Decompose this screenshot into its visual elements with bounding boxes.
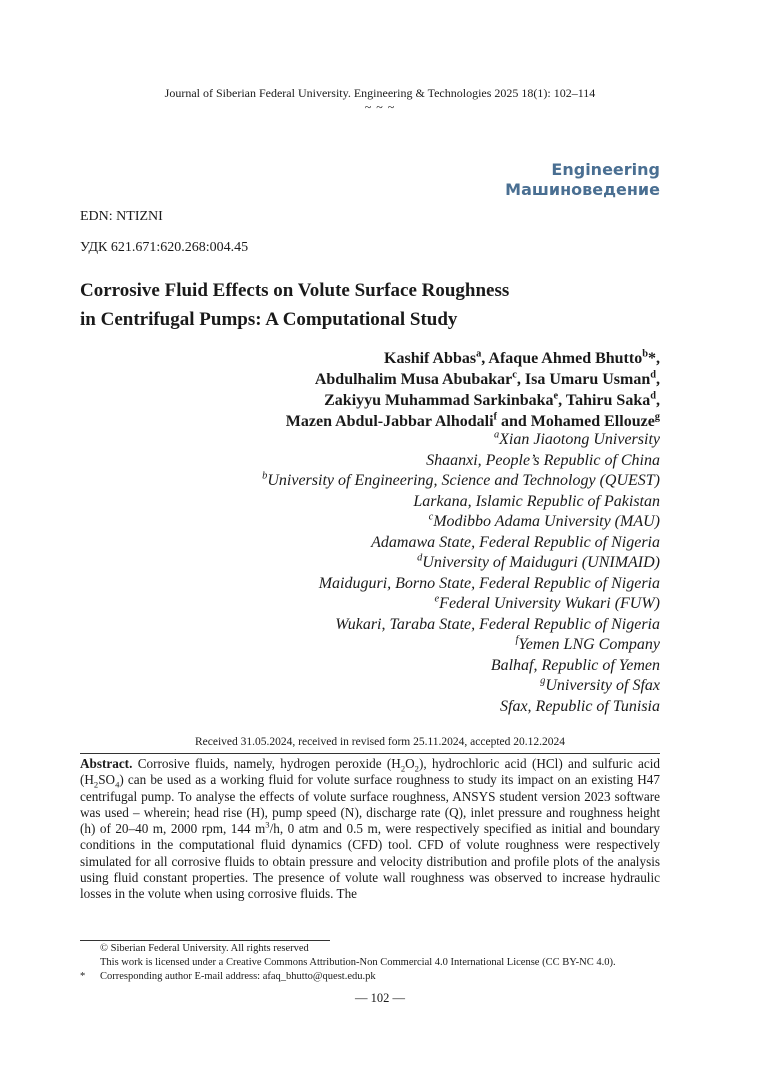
author-line bbox=[286, 369, 660, 390]
affiliation-location: Maiduguri, Borno State, Federal Republic of Nigeria bbox=[318, 574, 660, 592]
copyright-text: © Siberian Federal University. All rights reserved bbox=[100, 943, 309, 954]
section-label-ru: Машиноведение bbox=[505, 180, 660, 199]
author-name: Zakiyyu Muhammad Sarkinbaka bbox=[324, 392, 554, 409]
author-name: Mazen Abdul-Jabbar Alhodali bbox=[285, 413, 494, 430]
edn-code: EDN: NTIZNI bbox=[80, 209, 163, 224]
author-affiliation-mark: e bbox=[553, 390, 559, 402]
affiliation-org-text: Federal University Wukari (FUW) bbox=[439, 595, 660, 612]
title-line-2: in Centrifugal Pumps: A Computational Study bbox=[80, 309, 458, 330]
affiliation-location: Sfax, Republic of Tunisia bbox=[500, 697, 660, 715]
abstract-superscript: 3 bbox=[265, 819, 270, 830]
abstract-subscript: 2 bbox=[414, 763, 419, 774]
affiliation-org-text: Modibbo Adama University (MAU) bbox=[433, 513, 660, 530]
affiliation-org-text: Yemen LNG Company bbox=[518, 636, 660, 653]
footnote-divider bbox=[80, 940, 330, 941]
affiliation-location: Shaanxi, People’s Republic of China bbox=[426, 451, 660, 469]
header-ornament: ~ ~ ~ bbox=[364, 100, 396, 114]
author-name: Isa Umaru Usman bbox=[524, 371, 651, 388]
affiliation-org-text: University of Sfax bbox=[545, 677, 660, 694]
affiliation-mark: f bbox=[515, 634, 519, 646]
author-line bbox=[286, 390, 660, 411]
author-line bbox=[286, 411, 660, 432]
author-separator: , bbox=[516, 371, 525, 388]
affiliation-org bbox=[262, 676, 660, 697]
author-name: Tahiru Saka bbox=[565, 392, 651, 409]
author-name: Afaque Ahmed Bhutto bbox=[488, 350, 643, 367]
affiliation-org bbox=[262, 635, 660, 656]
author-affiliation-mark: d bbox=[650, 369, 656, 381]
author-separator: , bbox=[558, 392, 566, 409]
affiliation-org-text: Xian Jiaotong University bbox=[499, 431, 660, 448]
abstract-label: Abstract. bbox=[80, 756, 133, 771]
title-line-1: Corrosive Fluid Effects on Volute Surface Roughness bbox=[80, 280, 510, 301]
paper-title bbox=[80, 276, 680, 334]
journal-citation: Journal of Siberian Federal University. Engineering & Technologies 2025 18(1): 102–114 bbox=[164, 86, 596, 100]
author-name: Mohamed Ellouze bbox=[530, 413, 655, 430]
abstract-text: /h, 0 atm and 0.5 m, were respectively specified as initial and boundary conditions in the computational fluid dynamics (CFD) tool. CFD of volute roughness were respectively simulated for all corrosive fluids to obtain pressure and velocity distribution and profile plots of the analysis using fluid constant properties. The presence of volute wall roughness was observed to increase hydraulic losses in the volute when using corrosive fluids. The bbox=[80, 821, 660, 902]
received-dates: Received 31.05.2024, received in revised form 25.11.2024, accepted 20.12.2024 bbox=[194, 736, 566, 748]
abstract-text: ) can be used as a working fluid for volute surface roughness to study its impact on an existing H47 centrifugal pump. To analyse the effects of volute surface roughness, ANSYS student version 2023 software was used – wherein; head rise (H), pump speed (N), discharge rate (Q), inlet pressure and roughness height (h) of 20–40 m, 2000 rpm, 144 m bbox=[80, 772, 660, 837]
affiliation-mark: g bbox=[540, 675, 546, 687]
abstract-text: ), hydrochloric acid (HCl) and sulfuric acid (H bbox=[80, 756, 660, 788]
author-affiliation-mark: d bbox=[650, 390, 656, 402]
author-separator: , bbox=[656, 392, 660, 409]
author-list bbox=[286, 348, 660, 432]
affiliation-mark: c bbox=[428, 511, 434, 523]
affiliation-org bbox=[262, 594, 660, 615]
author-affiliation-mark: g bbox=[654, 411, 660, 423]
license-text: This work is licensed under a Creative Commons Attribution-Non Commercial 4.0 International License (CC BY-NC 4.0). bbox=[100, 957, 616, 968]
author-affiliation-mark: a bbox=[476, 348, 482, 360]
author-line bbox=[286, 348, 660, 369]
abstract-divider bbox=[80, 753, 660, 754]
abstract bbox=[80, 756, 660, 903]
affiliation-location: Balhaf, Republic of Yemen bbox=[490, 656, 660, 674]
affiliation-org bbox=[262, 512, 660, 533]
footnote-star: * bbox=[80, 971, 86, 982]
affiliation-mark: d bbox=[417, 552, 423, 564]
abstract-subscript: 4 bbox=[115, 779, 120, 790]
affiliation-org bbox=[262, 430, 660, 451]
affiliation-location: Larkana, Islamic Republic of Pakistan bbox=[413, 492, 660, 510]
affiliation-org-text: University of Engineering, Science and Technology (QUEST) bbox=[267, 472, 660, 489]
footnote-corresponding bbox=[80, 970, 680, 984]
author-name: Abdulhalim Musa Abubakar bbox=[314, 371, 513, 388]
abstract-text: SO bbox=[98, 772, 116, 788]
abstract-text: O bbox=[405, 756, 415, 771]
affiliation-location: Adamawa State, Federal Republic of Nigeria bbox=[371, 533, 660, 551]
udk-code: УДК 621.671:620.268:004.45 bbox=[80, 240, 249, 255]
affiliation-org-text: University of Maiduguri (UNIMAID) bbox=[422, 554, 660, 571]
affiliation-list bbox=[262, 430, 660, 717]
author-affiliation-mark: f bbox=[493, 411, 497, 423]
author-affiliation-mark: b bbox=[642, 348, 648, 360]
author-separator: , bbox=[656, 371, 660, 388]
corresponding-author-text: Corresponding author E-mail address: afaq_bhutto@quest.edu.pk bbox=[100, 971, 376, 982]
affiliation-mark: b bbox=[262, 470, 268, 482]
author-name: Kashif Abbas bbox=[384, 350, 477, 367]
author-separator: *, bbox=[648, 350, 660, 367]
affiliation-org bbox=[262, 553, 660, 574]
abstract-text: Corrosive fluids, namely, hydrogen peroxide (H bbox=[132, 756, 401, 771]
footnote-copyright bbox=[80, 942, 680, 956]
section-label-en: Engineering bbox=[551, 160, 660, 179]
affiliation-mark: e bbox=[434, 593, 440, 605]
abstract-subscript: 2 bbox=[400, 763, 406, 774]
abstract-subscript: 2 bbox=[93, 779, 99, 790]
footnotes bbox=[80, 942, 680, 984]
footnote-license bbox=[80, 956, 680, 970]
affiliation-mark: a bbox=[493, 429, 500, 441]
affiliation-location: Wukari, Taraba State, Federal Republic of Nigeria bbox=[335, 615, 660, 633]
page-number: — 102 — bbox=[355, 991, 405, 1005]
affiliation-org bbox=[262, 471, 660, 492]
author-separator: , bbox=[481, 350, 489, 367]
author-affiliation-mark: c bbox=[512, 369, 517, 381]
author-separator: and bbox=[497, 413, 531, 430]
